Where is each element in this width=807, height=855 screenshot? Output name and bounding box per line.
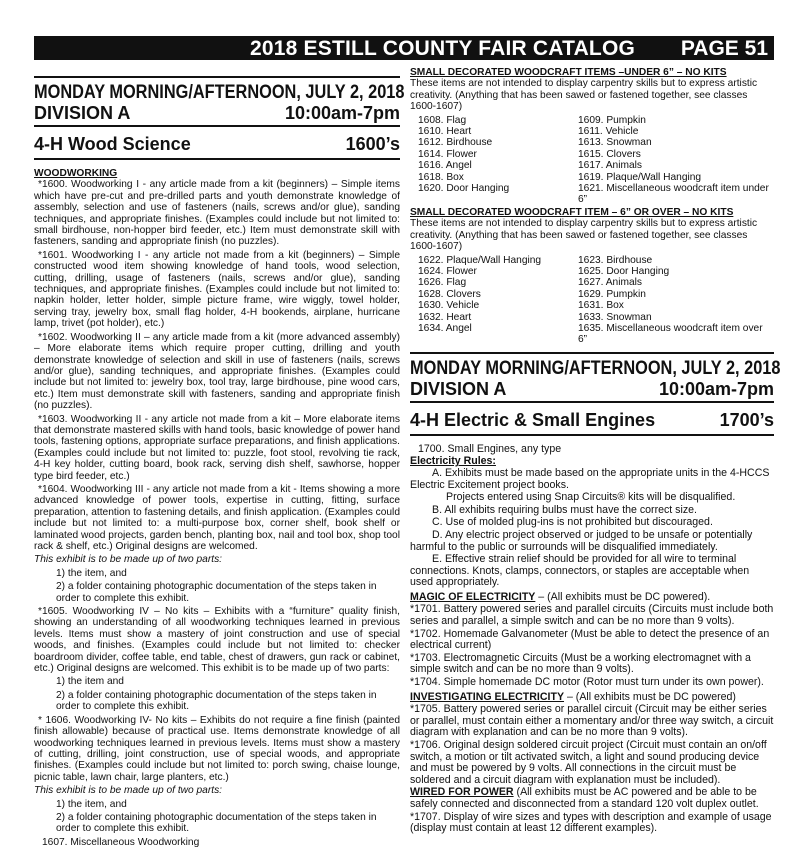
section-heading: WOODWORKING: [34, 168, 118, 179]
small-woodcraft-description: These items are not intended to display carpentry skills but to express artistic creativity. (Anything that has been sawed or fastened together, see classes 1600-1607): [410, 78, 758, 113]
list-item: 1615. Clovers: [578, 148, 641, 160]
class-1707: *1707. Display of wire sizes and types with description and example of usage (display must contain at least 12 different examples).: [410, 810, 772, 835]
large-woodcraft-description: These items are not intended to display carpentry skills but to express artistic creativity. (Anything that has been sawed or fastened together, see classes 1600-1607): [410, 218, 758, 253]
class-1701: *1701. Battery powered series and parallel circuits (Circuits must include both series and parallel, a simple switch and can be no more than 9 volts).: [410, 603, 774, 628]
list-item: 1621. Miscellaneous woodcraft item under 6”: [578, 183, 769, 206]
investigating-note: – (All exhibits must be DC powered): [564, 690, 736, 703]
rule-d: D. Any electric project observed or judged to be unsafe or potentially harmful to the public or surrounds will be disqualified immediately.: [410, 528, 753, 553]
list-item: 1633. Snowman: [578, 311, 652, 323]
part-folder: 2) a folder containing photographic documentation of the steps taken in order to complete this exhibit.: [56, 689, 377, 713]
list-item: 1624. Flower: [418, 265, 477, 277]
list-item: 1631. Box: [578, 300, 624, 312]
large-woodcraft-list: [410, 255, 774, 346]
class-1705: *1705. Battery powered series or parallel circuit (Circuit may be either series or parallel, must contain either a momentary and/or three way switch, a circuit diagram with explanation and can be no more than 9 volts).: [410, 703, 774, 739]
two-parts-note: This exhibit is to be made up of two parts:: [34, 785, 222, 797]
list-item: 1614. Flower: [418, 148, 477, 160]
list-item: 1617. Animals: [578, 160, 642, 172]
class-1703: *1703. Electromagnetic Circuits (Must be a working electromagnet with a simple switch and can be no more than 9 volts).: [410, 651, 751, 676]
list-item: 1620. Door Hanging: [418, 183, 510, 195]
small-woodcraft-heading: SMALL DECORATED WOODCRAFT ITEMS –UNDER 6” – NO KITS: [410, 67, 727, 78]
day-heading: MONDAY MORNING/AFTERNOON, JULY 2, 2018: [410, 357, 781, 379]
page-banner: [34, 36, 774, 60]
list-item: 1632. Heart: [418, 311, 472, 323]
class-1704: *1704. Simple homemade DC motor (Rotor must turn under its own power).: [410, 676, 764, 689]
electric-section: [410, 444, 774, 835]
program-code: 1600’s: [345, 134, 400, 154]
class-1601: *1601. Woodworking I - any article not made from a kit (beginners) – Simple constructed wood item showing knowledge of hand tools, wood selection, cutting, drilling, usage of fasteners (nails, screws and/or glue), sanding techniques, and appropriate finishes. (Examples could include but not limited to: napkin holder, letter holder, simple picture frame, wire wiggly, towel holder, serving tray, jewelry box, small flag holder, 4-H bookends, airplane, hurricane lamp, trivet (pot holder), etc.): [34, 249, 400, 330]
program-code: 1700’s: [719, 409, 774, 430]
class-1605: *1605. Woodworking IV – No kits – Exhibits with a “furniture” quality finish, showing an understanding of all woodworking techniques learned in previous levels. Items must show a mastery of joint construction and use of special woods, and finishes. (Examples could include but not limited to: checker boardroom divider, coffee table, end table, chest of drawers, gun rack or cabinet, etc.) Original designs are welcomed. This exhibit is to be made up of two parts:: [34, 606, 400, 675]
list-item: 1613. Snowman: [578, 137, 652, 149]
page-number: PAGE 51: [680, 37, 768, 60]
division-row: [34, 103, 400, 127]
part-item: 1) the item and: [56, 676, 124, 688]
part-item: 1) the item, and: [56, 798, 127, 810]
program-row: [410, 409, 774, 436]
division-time: 10:00am-7pm: [284, 103, 400, 123]
class-1600: *1600. Woodworking I - any article made from a kit (beginners) – Simple items which have pre-cut and pre-drilled parts and youth demonstrate knowledge of assembly, selection and use of fasteners (nails, screws and/or glue), sanding techniques, and appropriate finishes. (Examples could include but not limited to: small birdhouse, non-hopper bird feeder, etc.) Item must demonstrate skill with fasteners, sanding and appropriate finish (no puzzles).: [34, 179, 400, 248]
left-column: [34, 76, 405, 850]
list-item: 1608. Flag: [418, 114, 467, 126]
class-1604: *1604. Woodworking III - any article not made from a kit - Items showing a more advanced knowledge of power tools, expertise in cutting, fitting, surface preparation, attention to fastening details, and finish application. (Examples could include but not limited to: a multi-purpose box, corner shelf, book shelf or laminated wood projects, garden bench, planting box, nail and tool box, shop tool rack & shelf, etc.) Original designs are welcomed.: [34, 483, 400, 552]
two-parts-note: This exhibit is to be made up of two parts:: [34, 554, 222, 566]
part-item: 1) the item, and: [56, 567, 127, 579]
rule-c: C. Use of molded plug-ins is not prohibited but discouraged.: [432, 516, 713, 529]
class-1702: *1702. Homemade Galvanometer (Must be able to detect the presence of an electrical current): [410, 627, 770, 652]
list-item: 1616. Angel: [418, 160, 472, 172]
part-folder: 2) a folder containing photographic documentation of the steps taken in order to complete this exhibit.: [56, 811, 377, 835]
rule-a-note: Projects entered using Snap Circuits® kits will be disqualified.: [446, 491, 736, 504]
list-item: 1626. Flag: [418, 277, 467, 289]
list-item: 1630. Vehicle: [418, 300, 480, 312]
list-item: 1622. Plaque/Wall Hanging: [418, 254, 542, 266]
division-label: DIVISION A: [34, 103, 131, 123]
list-item: 1619. Plaque/Wall Hanging: [578, 171, 702, 183]
magic-of-electricity-heading: MAGIC OF ELECTRICITY: [410, 590, 536, 603]
magic-heading-line: [410, 592, 774, 604]
top-rule: [34, 76, 400, 78]
list-item: 1635. Miscellaneous woodcraft item over 6”: [578, 322, 763, 346]
class-1603: *1603. Woodworking II - any article not made from a kit – More elaborate items that demonstrate mastered skills with hand tools, basic knowledge of power hand tools, fastening options, appropriate surface preparations, and finish applications. (Examples could include but not limited to: puzzle, foot stool, revolving tie rack, 4-H key holder, cutting board, book rack, serving dish shelf, sawhorse, hopper type bird feeder, etc.): [34, 413, 400, 482]
list-item: 1612. Birdhouse: [418, 137, 493, 149]
section-rule: [410, 352, 774, 354]
class-1706: *1706. Original design soldered circuit project (Circuit must contain an on/off switch, a motion or tilt activated switch, a light and sound producing device and must be powered by 9 volts. All connections in the circuit must be soldered and a circuit diagram with explanation must be included).: [410, 739, 767, 786]
rule-e: E. Effective strain relief should be provided for all wire to terminal connections. Knots, clamps, connectors, or staples are acceptable when used appropriately.: [410, 553, 750, 589]
list-item: 1625. Door Hanging: [578, 265, 670, 277]
rule-b: B. All exhibits requiring bulbs must have the correct size.: [432, 503, 697, 516]
program-name: 4-H Wood Science: [34, 134, 191, 154]
program-row: [34, 133, 400, 160]
wired-note: (All exhibits must be AC powered and be able to be safely connected and disconnected from a standard 120 volt duplex outlet.: [410, 786, 759, 810]
electricity-rules: [410, 468, 774, 589]
investigating-electricity-heading: INVESTIGATING ELECTRICITY: [410, 690, 565, 703]
list-item: 1627. Animals: [578, 277, 642, 289]
small-woodcraft-list: [410, 115, 774, 206]
class-1606: * 1606. Woodworking IV- No kits – Exhibits do not require a fine finish (painted finish allowable) because of practical use. Items demonstrate knowledge of all woodworking techniques learned in previous levels. Items must show a mastery of cutting, drilling, joint construction, use of special woods, and appropriate finishes. (Examples could include but not limited to: porch swing, chaise lounge, picnic table, lawn chair, large planters, etc.): [34, 714, 400, 783]
list-item: 1609. Pumpkin: [578, 114, 646, 126]
list-item: 1628. Clovers: [418, 288, 481, 300]
division-time: 10:00am-7pm: [658, 378, 774, 399]
catalog-title: 2018 ESTILL COUNTY FAIR CATALOG: [250, 37, 636, 60]
list-item: 1618. Box: [418, 171, 464, 183]
class-1607: 1607. Miscellaneous Woodworking: [42, 836, 200, 848]
division-label: DIVISION A: [410, 378, 507, 399]
magic-note: – (All exhibits must be DC powered).: [535, 590, 711, 603]
rule-a: A. Exhibits must be made based on the appropriate units in the 4-HCCS Electric Excitement project books.: [410, 466, 770, 491]
right-column: [410, 67, 781, 836]
class-1700: 1700. Small Engines, any type: [418, 442, 562, 455]
list-item: 1629. Pumpkin: [578, 288, 646, 300]
investigating-heading-line: [410, 692, 774, 704]
division-row: [410, 379, 774, 403]
program-name: 4-H Electric & Small Engines: [410, 409, 656, 430]
wired-for-power-heading: WIRED FOR POWER: [410, 786, 514, 799]
part-folder: 2) a folder containing photographic documentation of the steps taken in order to complete this exhibit.: [56, 581, 377, 604]
large-woodcraft-heading: SMALL DECORATED WOODCRAFT ITEM – 6” OR OVER – NO KITS: [410, 206, 734, 218]
list-item: 1634. Angel: [418, 322, 472, 334]
electricity-rules-heading: Electricity Rules:: [410, 455, 496, 468]
list-item: 1611. Vehicle: [578, 126, 639, 138]
list-item: 1610. Heart: [418, 126, 472, 138]
class-1602: *1602. Woodworking II – any article made from a kit (more advanced assembly) – More elaborate items which require proper cutting, drilling and youth demonstrate knowledge of selection and skill in use of fasteners (nails, screws and/or glue), sanding techniques, and appropriate finishes. (Examples could include but not limited to: jewelry box, tool tray, large birdhouse, pine wood cars, etc.) Item must demonstrate skill with fasteners, sanding and appropriate finish (no puzzles).: [34, 331, 400, 412]
day-heading: MONDAY MORNING/AFTERNOON, JULY 2, 2018: [34, 82, 405, 103]
list-item: 1623. Birdhouse: [578, 254, 653, 266]
wired-heading-line: [410, 787, 774, 810]
